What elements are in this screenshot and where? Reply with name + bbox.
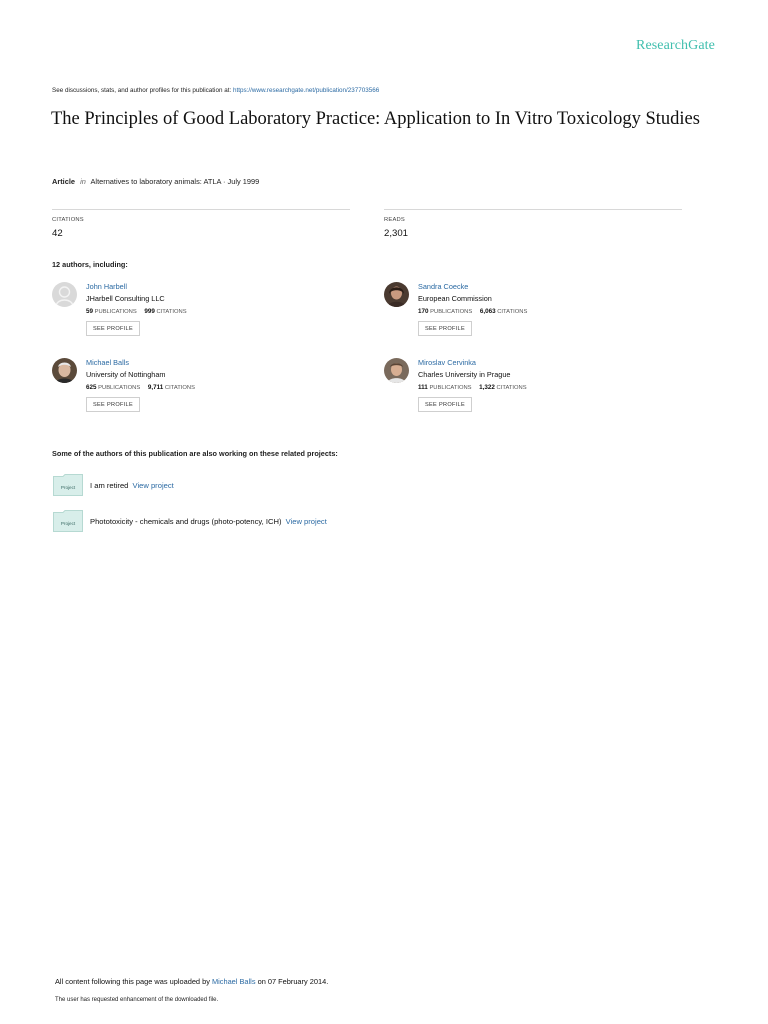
discussion-prefix: See discussions, stats, and author profiles for this publication at: — [52, 87, 232, 94]
upload-suffix: on 07 February 2014. — [257, 977, 329, 986]
citations-label: CITATIONS — [156, 309, 187, 315]
author-institution: Charles University in Prague — [418, 370, 511, 379]
enhancement-note: The user has requested enhancement of the downloaded file. — [55, 997, 219, 1003]
citations-label: CITATIONS — [497, 309, 528, 315]
publication-title: The Principles of Good Laboratory Practice: Application to In Vitro Toxicology Studies — [51, 109, 700, 129]
author-photo[interactable] — [52, 358, 77, 383]
see-profile-button[interactable]: SEE PROFILE — [418, 321, 472, 336]
citations-label: CITATIONS — [164, 385, 195, 391]
publications-label: PUBLICATIONS — [98, 385, 141, 391]
divider-citations — [52, 209, 350, 210]
author-stats — [418, 308, 527, 315]
author-photo[interactable] — [384, 282, 409, 307]
citations-count: 6,063 — [479, 308, 496, 315]
project-icon-label: Project — [60, 521, 76, 526]
reads-label: READS — [384, 217, 405, 223]
author-card-miroslav-cervinka — [384, 358, 664, 424]
discussion-line — [52, 87, 379, 94]
publication-meta — [52, 177, 259, 186]
reads-count: 2,301 — [384, 228, 409, 239]
citations-label: CITATIONS — [52, 217, 84, 223]
citations-count: 42 — [52, 228, 63, 239]
author-stats — [86, 308, 187, 315]
author-stats — [86, 384, 195, 391]
author-institution: European Commission — [418, 294, 492, 303]
author-name[interactable]: Sandra Coecke — [418, 282, 469, 291]
publication-venue: Alternatives to laboratory animals: ATLA · July 1999 — [90, 177, 260, 186]
citations-count: 9,711 — [147, 384, 164, 391]
project-folder-icon — [53, 474, 83, 496]
publications-count: 625 — [86, 384, 97, 391]
author-institution: JHarbell Consulting LLC — [86, 294, 165, 303]
publications-label: PUBLICATIONS — [430, 309, 473, 315]
author-name[interactable]: Michael Balls — [86, 358, 129, 367]
publications-label: PUBLICATIONS — [94, 309, 137, 315]
author-photo[interactable] — [384, 358, 409, 383]
author-name[interactable]: John Harbell — [86, 282, 127, 291]
author-card-michael-balls — [52, 358, 332, 424]
see-profile-button[interactable]: SEE PROFILE — [86, 321, 140, 336]
view-project-link[interactable]: View project — [285, 517, 327, 526]
see-profile-button[interactable]: SEE PROFILE — [418, 397, 472, 412]
in-word: in — [80, 177, 86, 186]
divider-reads — [384, 209, 682, 210]
author-stats — [418, 384, 527, 391]
researchgate-logo[interactable]: ResearchGate — [636, 38, 715, 53]
project-row — [90, 481, 174, 490]
placeholder-avatar-icon[interactable] — [52, 282, 77, 307]
project-folder-icon — [53, 510, 83, 532]
publications-count: 59 — [86, 308, 94, 315]
related-projects-heading: Some of the authors of this publication are also working on these related projects: — [52, 449, 338, 458]
authors-heading: 12 authors, including: — [52, 260, 128, 269]
publications-label: PUBLICATIONS — [429, 385, 472, 391]
project-title: Phototoxicity - chemicals and drugs (photo-potency, ICH) — [90, 517, 282, 526]
publications-count: 111 — [418, 384, 428, 391]
publications-count: 170 — [418, 308, 429, 315]
author-card-sandra-coecke — [384, 282, 664, 348]
upload-info — [55, 977, 328, 986]
see-profile-button[interactable]: SEE PROFILE — [86, 397, 140, 412]
uploader-link[interactable]: Michael Balls — [211, 977, 256, 986]
citations-count: 1,322 — [479, 384, 495, 391]
publication-type: Article — [52, 177, 76, 186]
author-card-john-harbell — [52, 282, 332, 348]
publication-url-link[interactable]: https://www.researchgate.net/publication/237703566 — [232, 87, 380, 94]
project-icon-label: Project — [60, 485, 76, 490]
citations-label: CITATIONS — [496, 385, 527, 391]
upload-prefix: All content following this page was uploaded by — [55, 977, 210, 986]
citations-count: 999 — [144, 308, 155, 315]
author-institution: University of Nottingham — [86, 370, 166, 379]
view-project-link[interactable]: View project — [132, 481, 174, 490]
author-name[interactable]: Miroslav Cervinka — [418, 358, 476, 367]
project-title: I am retired — [90, 481, 129, 490]
project-row — [90, 517, 327, 526]
